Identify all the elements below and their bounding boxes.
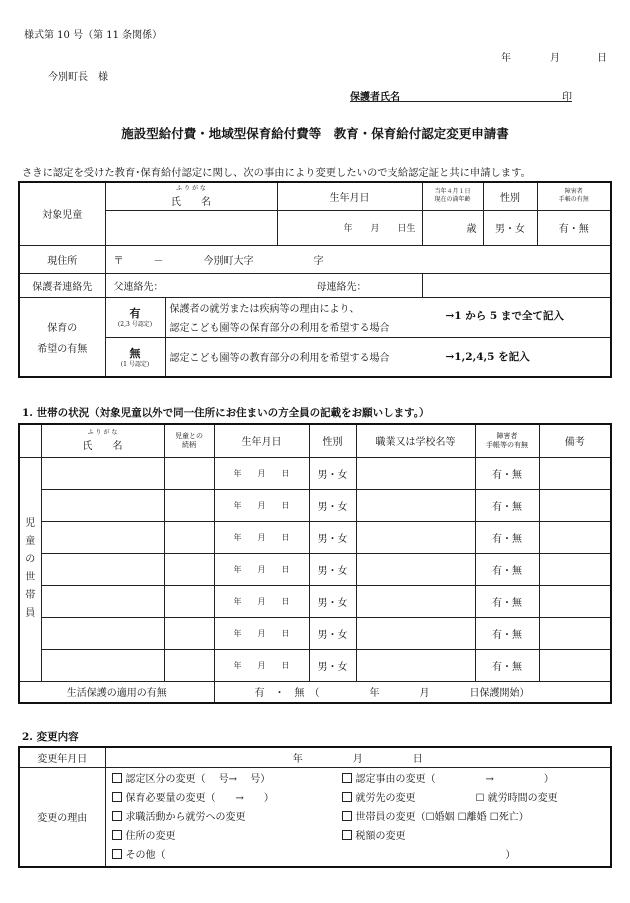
reason-label: 認定事由の変更（ → ） (355, 773, 554, 785)
hh-remarks-field[interactable] (539, 617, 611, 649)
household-table (18, 423, 612, 704)
hh-birth-field[interactable]: 年 月 日 (214, 585, 309, 617)
child-age-field[interactable]: 歳 (422, 210, 483, 245)
hh-relation-field[interactable] (164, 649, 214, 681)
hh-sex-field[interactable]: 男・女 (309, 553, 356, 585)
hh-sex-field[interactable]: 男・女 (309, 521, 356, 553)
address-field[interactable]: 〒 － 今別町大字 字 (105, 245, 611, 273)
father-contact-field[interactable]: 父連絡先： (105, 273, 422, 297)
reason-label: その他（ ） (125, 849, 516, 861)
hh-job-field[interactable] (356, 521, 475, 553)
hh-birth-field[interactable]: 年 月 日 (214, 489, 309, 521)
hh-disability-field[interactable]: 有・無 (475, 457, 539, 489)
guardian-name-line[interactable] (350, 88, 572, 102)
child-sex-field[interactable]: 男・女 (483, 210, 537, 245)
welfare-label: 生活保護の適用の有無 (19, 681, 214, 703)
hh-birth-field[interactable]: 年 月 日 (214, 457, 309, 489)
reason-label: 世帯員の変更（☐婚姻 ☐離婚 ☐死亡） (355, 811, 529, 823)
address-label: 現住所 (19, 245, 105, 273)
sex-header: 性別 (483, 182, 537, 210)
reason-label: 保育必要量の変更（ → ） (125, 792, 274, 804)
child-name-field[interactable] (105, 210, 277, 245)
reason-label: 住所の変更 (125, 830, 176, 842)
hh-remarks-field[interactable] (539, 649, 611, 681)
reason-line (112, 789, 611, 808)
hh-sex-field[interactable]: 男・女 (309, 489, 356, 521)
checkbox-icon[interactable] (112, 811, 122, 821)
seal-mark: 印 (562, 92, 572, 103)
reason-option[interactable] (342, 808, 529, 827)
hh-name-field[interactable] (41, 457, 164, 489)
guardian-label: 保護者氏名 (350, 92, 400, 103)
hh-disability-header: 障害者 手帳等の有無 (475, 424, 539, 457)
hh-relation-field[interactable] (164, 617, 214, 649)
table-row (19, 585, 611, 617)
checkbox-icon[interactable] (342, 792, 352, 802)
checkbox-icon[interactable] (112, 792, 122, 802)
hh-job-field[interactable] (356, 457, 475, 489)
hh-sex-header: 性別 (309, 424, 356, 457)
hh-birth-field[interactable]: 年 月 日 (214, 617, 309, 649)
child-label: 対象児童 (19, 182, 105, 245)
reason-option[interactable] (342, 789, 558, 808)
section1-title: 1. 世帯の状況（対象児童以外で同一住所にお住まいの方全員の記載をお願いします。） (22, 407, 430, 419)
reason-option[interactable] (342, 770, 554, 789)
section2-title: 2. 変更内容 (22, 731, 79, 743)
checkbox-icon[interactable] (342, 830, 352, 840)
table-row (19, 617, 611, 649)
reason-label: 認定区分の変更（ 号→ 号） (125, 773, 271, 785)
hh-birth-field[interactable]: 年 月 日 (214, 521, 309, 553)
date-day: 日 (597, 53, 607, 64)
contact-label: 保護者連絡先 (19, 273, 105, 297)
date-month: 月 (550, 53, 560, 64)
checkbox-icon[interactable] (342, 773, 352, 783)
hh-birth-field[interactable]: 年 月 日 (214, 553, 309, 585)
hh-job-field[interactable] (356, 649, 475, 681)
birth-header: 生年月日 (277, 182, 422, 210)
change-table (18, 746, 612, 868)
change-date-label: 変更年月日 (19, 747, 105, 767)
hh-disability-field[interactable]: 有・無 (475, 489, 539, 521)
reason-option[interactable] (342, 827, 406, 846)
hh-sex-field[interactable]: 男・女 (309, 585, 356, 617)
child-info-table (18, 181, 612, 378)
nursery-yes-option[interactable]: 有 (2,3 号認定) (105, 297, 165, 337)
checkbox-icon[interactable] (112, 830, 122, 840)
nursery-yes-desc: 保護者の就労または疾病等の理由により、 認定こども園等の保育部分の利用を希望する場合 →1 から 5 まで全て記入 (165, 297, 611, 337)
table-row (19, 457, 611, 489)
hh-disability-field[interactable]: 有・無 (475, 521, 539, 553)
reason-label: 求職活動から就労への変更 (125, 811, 246, 823)
hh-remarks-field[interactable] (539, 553, 611, 585)
reason-line (112, 846, 611, 865)
hh-job-header: 職業又は学校名等 (356, 424, 475, 457)
reason-option[interactable] (112, 789, 274, 808)
child-disability-field[interactable]: 有・無 (537, 210, 611, 245)
hh-sex-field[interactable]: 男・女 (309, 457, 356, 489)
checkbox-icon[interactable] (112, 849, 122, 859)
hh-disability-field[interactable]: 有・無 (475, 649, 539, 681)
name-header: ふ り が な 氏 名 (105, 182, 277, 210)
child-birth-field[interactable]: 年 月 日生 (277, 210, 422, 245)
hh-sex-field[interactable]: 男・女 (309, 617, 356, 649)
hh-name-field[interactable] (41, 553, 164, 585)
reason-option[interactable] (112, 827, 176, 846)
hh-remarks-field[interactable] (539, 521, 611, 553)
hh-relation-header: 児童との 続柄 (164, 424, 214, 457)
reason-line (112, 808, 611, 827)
reason-label: 税額の変更 (355, 830, 406, 842)
hh-job-field[interactable] (356, 585, 475, 617)
hh-relation-field[interactable] (164, 585, 214, 617)
hh-disability-field[interactable]: 有・無 (475, 553, 539, 585)
nursery-label: 保育の 希望の有無 (19, 297, 105, 377)
disability-header: 障害者 手帳の有無 (537, 182, 611, 210)
change-reason-label: 変更の理由 (19, 767, 105, 867)
hh-remarks-field[interactable] (539, 457, 611, 489)
hh-birth-header: 生年月日 (214, 424, 309, 457)
hh-disability-field[interactable]: 有・無 (475, 585, 539, 617)
hh-job-field[interactable] (356, 617, 475, 649)
document-title: 施設型給付費・地域型保育給付費等 教育・保育給付認定変更申請書 (121, 126, 509, 141)
welfare-field[interactable]: 有 ・ 無 （ 年 月 日保護開始） (214, 681, 611, 703)
hh-relation-field[interactable] (164, 489, 214, 521)
table-row (19, 649, 611, 681)
reason-option[interactable] (112, 808, 246, 827)
hh-remarks-header: 備考 (539, 424, 611, 457)
hh-name-field[interactable] (41, 617, 164, 649)
reason-option[interactable] (112, 770, 271, 789)
change-reason-options (105, 767, 611, 867)
hh-job-field[interactable] (356, 489, 475, 521)
nursery-no-desc: 認定こども園等の教育部分の利用を希望する場合 →1,2,4,5 を記入 (165, 337, 611, 377)
checkbox-icon[interactable] (112, 773, 122, 783)
hh-birth-field[interactable]: 年 月 日 (214, 649, 309, 681)
hh-name-field[interactable] (41, 489, 164, 521)
reason-label: 就労先の変更 ☐ 就労時間の変更 (355, 792, 558, 804)
hh-name-field[interactable] (41, 585, 164, 617)
nursery-no-option[interactable]: 無 (1 号認定) (105, 337, 165, 377)
table-row (19, 521, 611, 553)
reason-option[interactable] (112, 846, 516, 865)
date-year: 年 (501, 53, 511, 64)
change-date-field[interactable]: 年 月 日 (105, 747, 611, 767)
hh-relation-field[interactable] (164, 457, 214, 489)
table-row (19, 489, 611, 521)
checkbox-icon[interactable] (342, 811, 352, 821)
hh-relation-field[interactable] (164, 553, 214, 585)
hh-relation-field[interactable] (164, 521, 214, 553)
hh-name-field[interactable] (41, 521, 164, 553)
table-row (19, 553, 611, 585)
household-side-label: 児 童 の 世 帯 員 (19, 457, 41, 681)
hh-disability-field[interactable]: 有・無 (475, 617, 539, 649)
side-header-blank (19, 424, 41, 457)
hh-job-field[interactable] (356, 553, 475, 585)
addressee: 今別町長 様 (48, 72, 108, 83)
reason-line (112, 827, 611, 846)
mother-contact-field[interactable]: 母連絡先： (422, 273, 611, 297)
hh-remarks-field[interactable] (539, 489, 611, 521)
hh-name-header: ふ り が な 氏 名 (41, 424, 164, 457)
hh-sex-field[interactable]: 男・女 (309, 649, 356, 681)
hh-name-field[interactable] (41, 649, 164, 681)
age-header: 当年４月１日 現在の満年齢 (422, 182, 483, 210)
form-number: 様式第 10 号（第 11 条関係） (24, 30, 163, 41)
intro-text: さきに認定を受けた教育･保育給付認定に関し、次の事由により変更したいので支給認定証と共に申請します。 (22, 167, 531, 179)
reason-line (112, 770, 611, 789)
hh-remarks-field[interactable] (539, 585, 611, 617)
